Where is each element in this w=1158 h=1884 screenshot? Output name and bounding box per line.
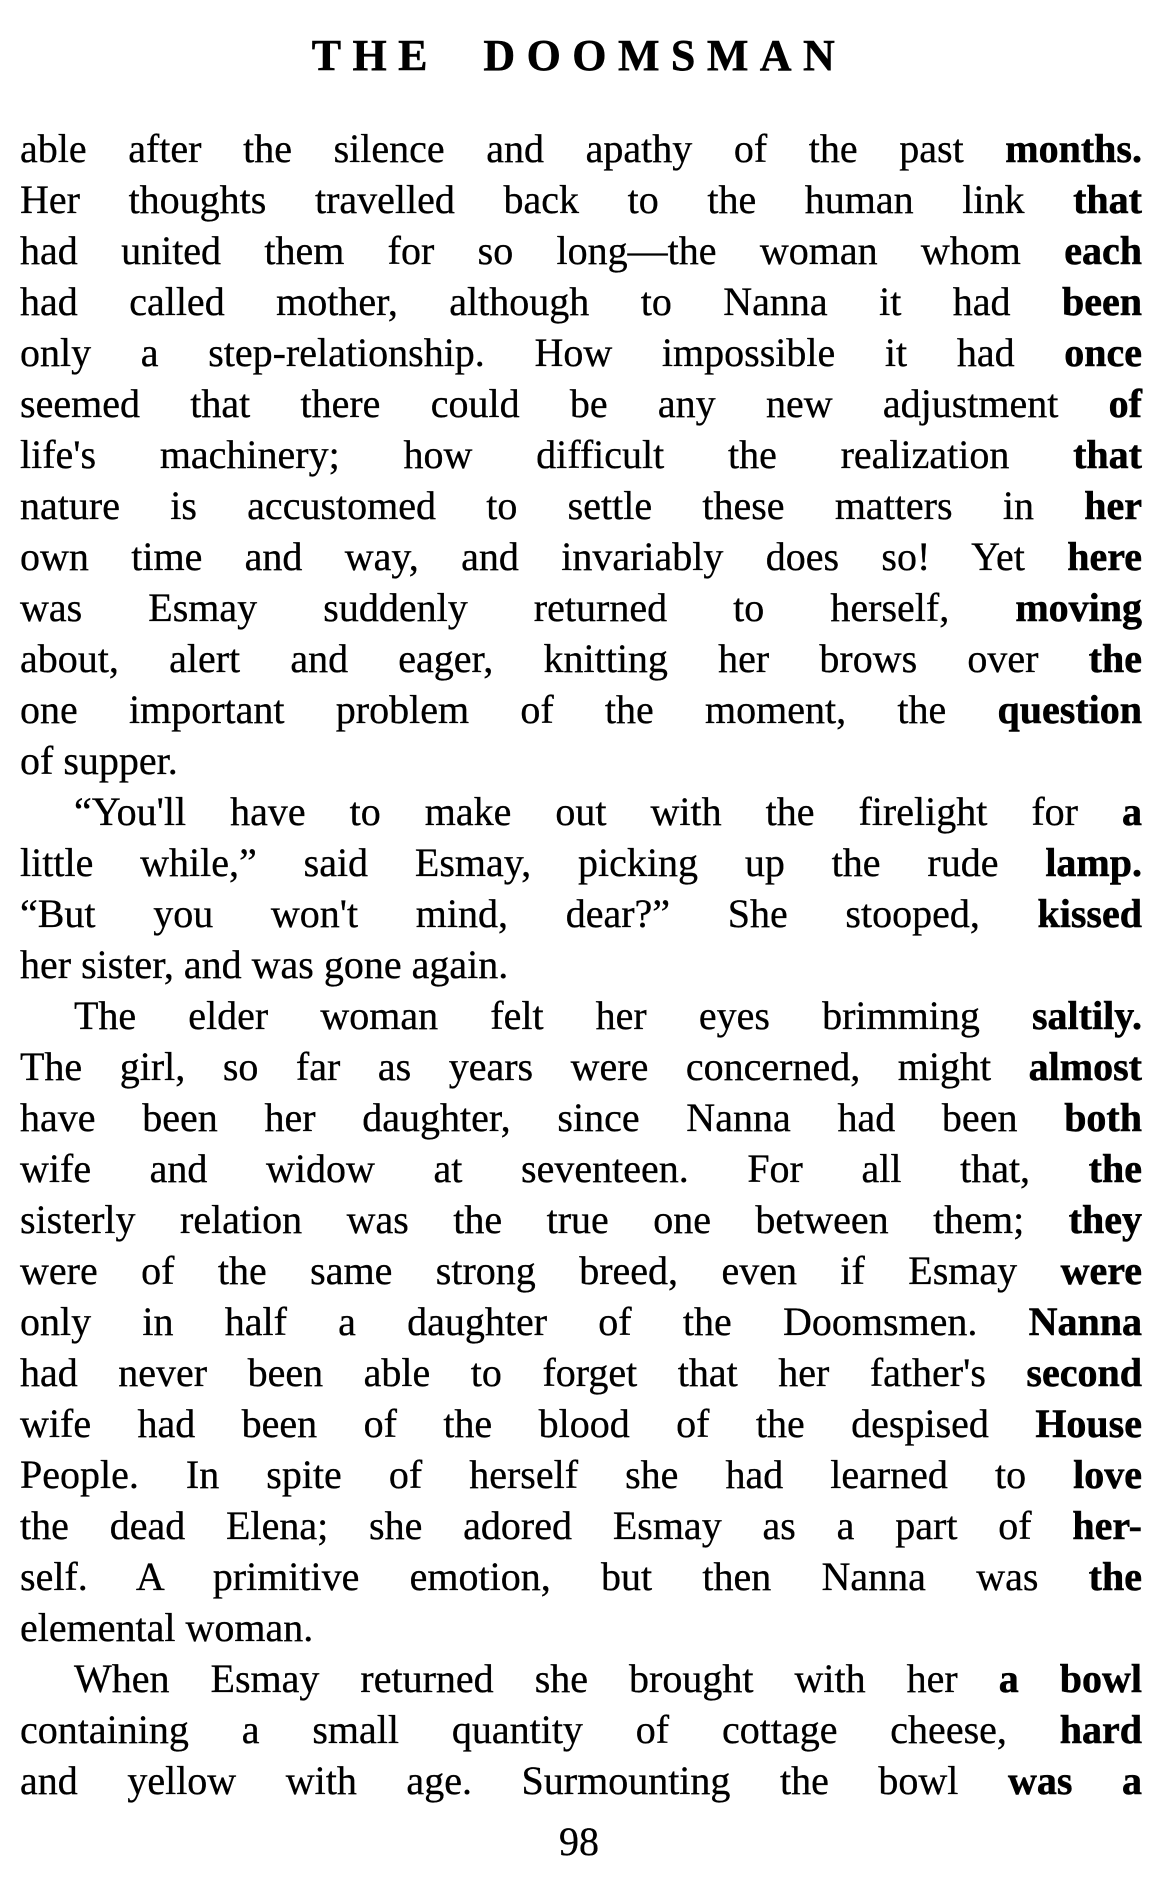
line-bold-text: each [1064,228,1142,273]
line-bold-text: the [1088,1554,1142,1599]
line-bold-text: once [1064,330,1142,375]
line-bold-text: the [1088,636,1142,681]
line-text: had called mother, although to Nanna it had [20,279,1062,324]
line-text: “You'll have to make out with the firelight for [74,789,1122,834]
line-bold-text: her- [1072,1503,1142,1548]
line-text: her sister, and was gone again. [20,942,509,987]
text-line [20,1704,1142,1755]
text-line [20,429,1142,480]
text-line [20,888,1142,939]
line-text: one important problem of the moment, the [20,687,998,732]
line-bold-text: here [1067,534,1142,579]
line-text: sisterly relation was the true one between them; [20,1197,1069,1242]
text-line [20,1653,1142,1704]
line-bold-text: the [1088,1146,1142,1191]
line-bold-text: was a [1007,1758,1143,1803]
line-text: were of the same strong breed, even if Esmay [20,1248,1061,1293]
text-line [20,276,1142,327]
line-text: self. A primitive emotion, but then Nanna was [20,1554,1089,1599]
line-text: When Esmay returned she brought with her [74,1656,999,1701]
line-text: and yellow with age. Surmounting the bowl [20,1758,1008,1803]
text-line [20,837,1142,888]
line-bold-text: lamp. [1045,840,1142,885]
line-text: the dead Elena; she adored Esmay as a part of [20,1503,1073,1548]
line-bold-text: a bowl [998,1656,1143,1701]
line-text: wife and widow at seventeen. For all that, [20,1146,1089,1191]
line-text: had never been able to forget that her father's [20,1350,1027,1395]
text-line [20,684,1142,735]
text-line [20,327,1142,378]
text-line [20,378,1142,429]
line-text: seemed that there could be any new adjustment [20,381,1109,426]
line-text: able after the silence and apathy of the past [20,126,1006,171]
page-number: 98 [559,1819,599,1864]
line-text: nature is accustomed to settle these matters in [20,483,1085,528]
line-bold-text: House [1035,1401,1142,1446]
line-text: own time and way, and invariably does so! Yet [20,534,1068,579]
text-line [20,1041,1142,1092]
line-text: “But you won't mind, dear?” She stooped, [20,891,1038,936]
line-bold-text: saltily. [1031,993,1142,1038]
text-line [20,123,1142,174]
line-text: People. In spite of herself she had learned to [20,1452,1074,1497]
line-bold-text: second [1026,1350,1142,1395]
line-bold-text: question [997,687,1142,732]
line-bold-text: kissed [1037,891,1142,936]
text-line [20,1755,1142,1806]
text-line [20,1245,1142,1296]
text-line [20,1347,1142,1398]
line-bold-text: a [1122,789,1142,834]
line-bold-text: moving [1015,585,1142,630]
line-text: containing a small quantity of cottage cheese, [20,1707,1060,1752]
text-line [20,786,1142,837]
text-line [20,1194,1142,1245]
line-bold-text: hard [1059,1707,1142,1752]
line-text: The elder woman felt her eyes brimming [74,993,1032,1038]
line-bold-text: months. [1005,126,1142,171]
text-line [20,1296,1142,1347]
line-text: only in half a daughter of the Doomsmen. [20,1299,1029,1344]
line-text: elemental woman. [20,1605,314,1650]
text-line [20,225,1142,276]
line-text: of supper. [20,738,178,783]
page-title: THE DOOMSMAN [311,31,847,80]
text-line [20,1551,1142,1602]
text-line [20,1143,1142,1194]
line-text: Her thoughts travelled back to the human link [20,177,1074,222]
text-line [20,1449,1142,1500]
line-bold-text: were [1060,1248,1142,1293]
line-text: had united them for so long—the woman whom [20,228,1065,273]
text-line [20,939,1142,990]
text-line [20,582,1142,633]
line-bold-text: Nanna [1028,1299,1142,1344]
text-line [20,174,1142,225]
line-bold-text: been [1062,279,1142,324]
line-bold-text: that [1073,177,1142,222]
line-bold-text: love [1073,1452,1142,1497]
text-line [20,1398,1142,1449]
text-line [20,1500,1142,1551]
line-text: wife had been of the blood of the despised [20,1401,1036,1446]
line-text: The girl, so far as years were concerned, might [20,1044,1029,1089]
line-bold-text: almost [1028,1044,1142,1089]
text-line [20,633,1142,684]
line-bold-text: of [1108,381,1142,426]
line-text: little while,” said Esmay, picking up the rude [20,840,1046,885]
text-line [20,990,1142,1041]
text-line [20,735,1142,786]
line-bold-text: her [1084,483,1142,528]
line-text: about, alert and eager, knitting her brows over [20,636,1089,681]
text-line [20,1092,1142,1143]
text-block [0,123,1158,1806]
line-text: life's machinery; how difficult the realization [20,432,1074,477]
text-line [20,531,1142,582]
line-bold-text: they [1068,1197,1142,1242]
line-text: have been her daughter, since Nanna had been [20,1095,1065,1140]
line-text: was Esmay suddenly returned to herself, [20,585,1016,630]
line-bold-text: both [1064,1095,1142,1140]
text-line [20,1602,1142,1653]
text-line [20,480,1142,531]
line-text: only a step-relationship. How impossible it had [20,330,1065,375]
line-bold-text: that [1073,432,1142,477]
